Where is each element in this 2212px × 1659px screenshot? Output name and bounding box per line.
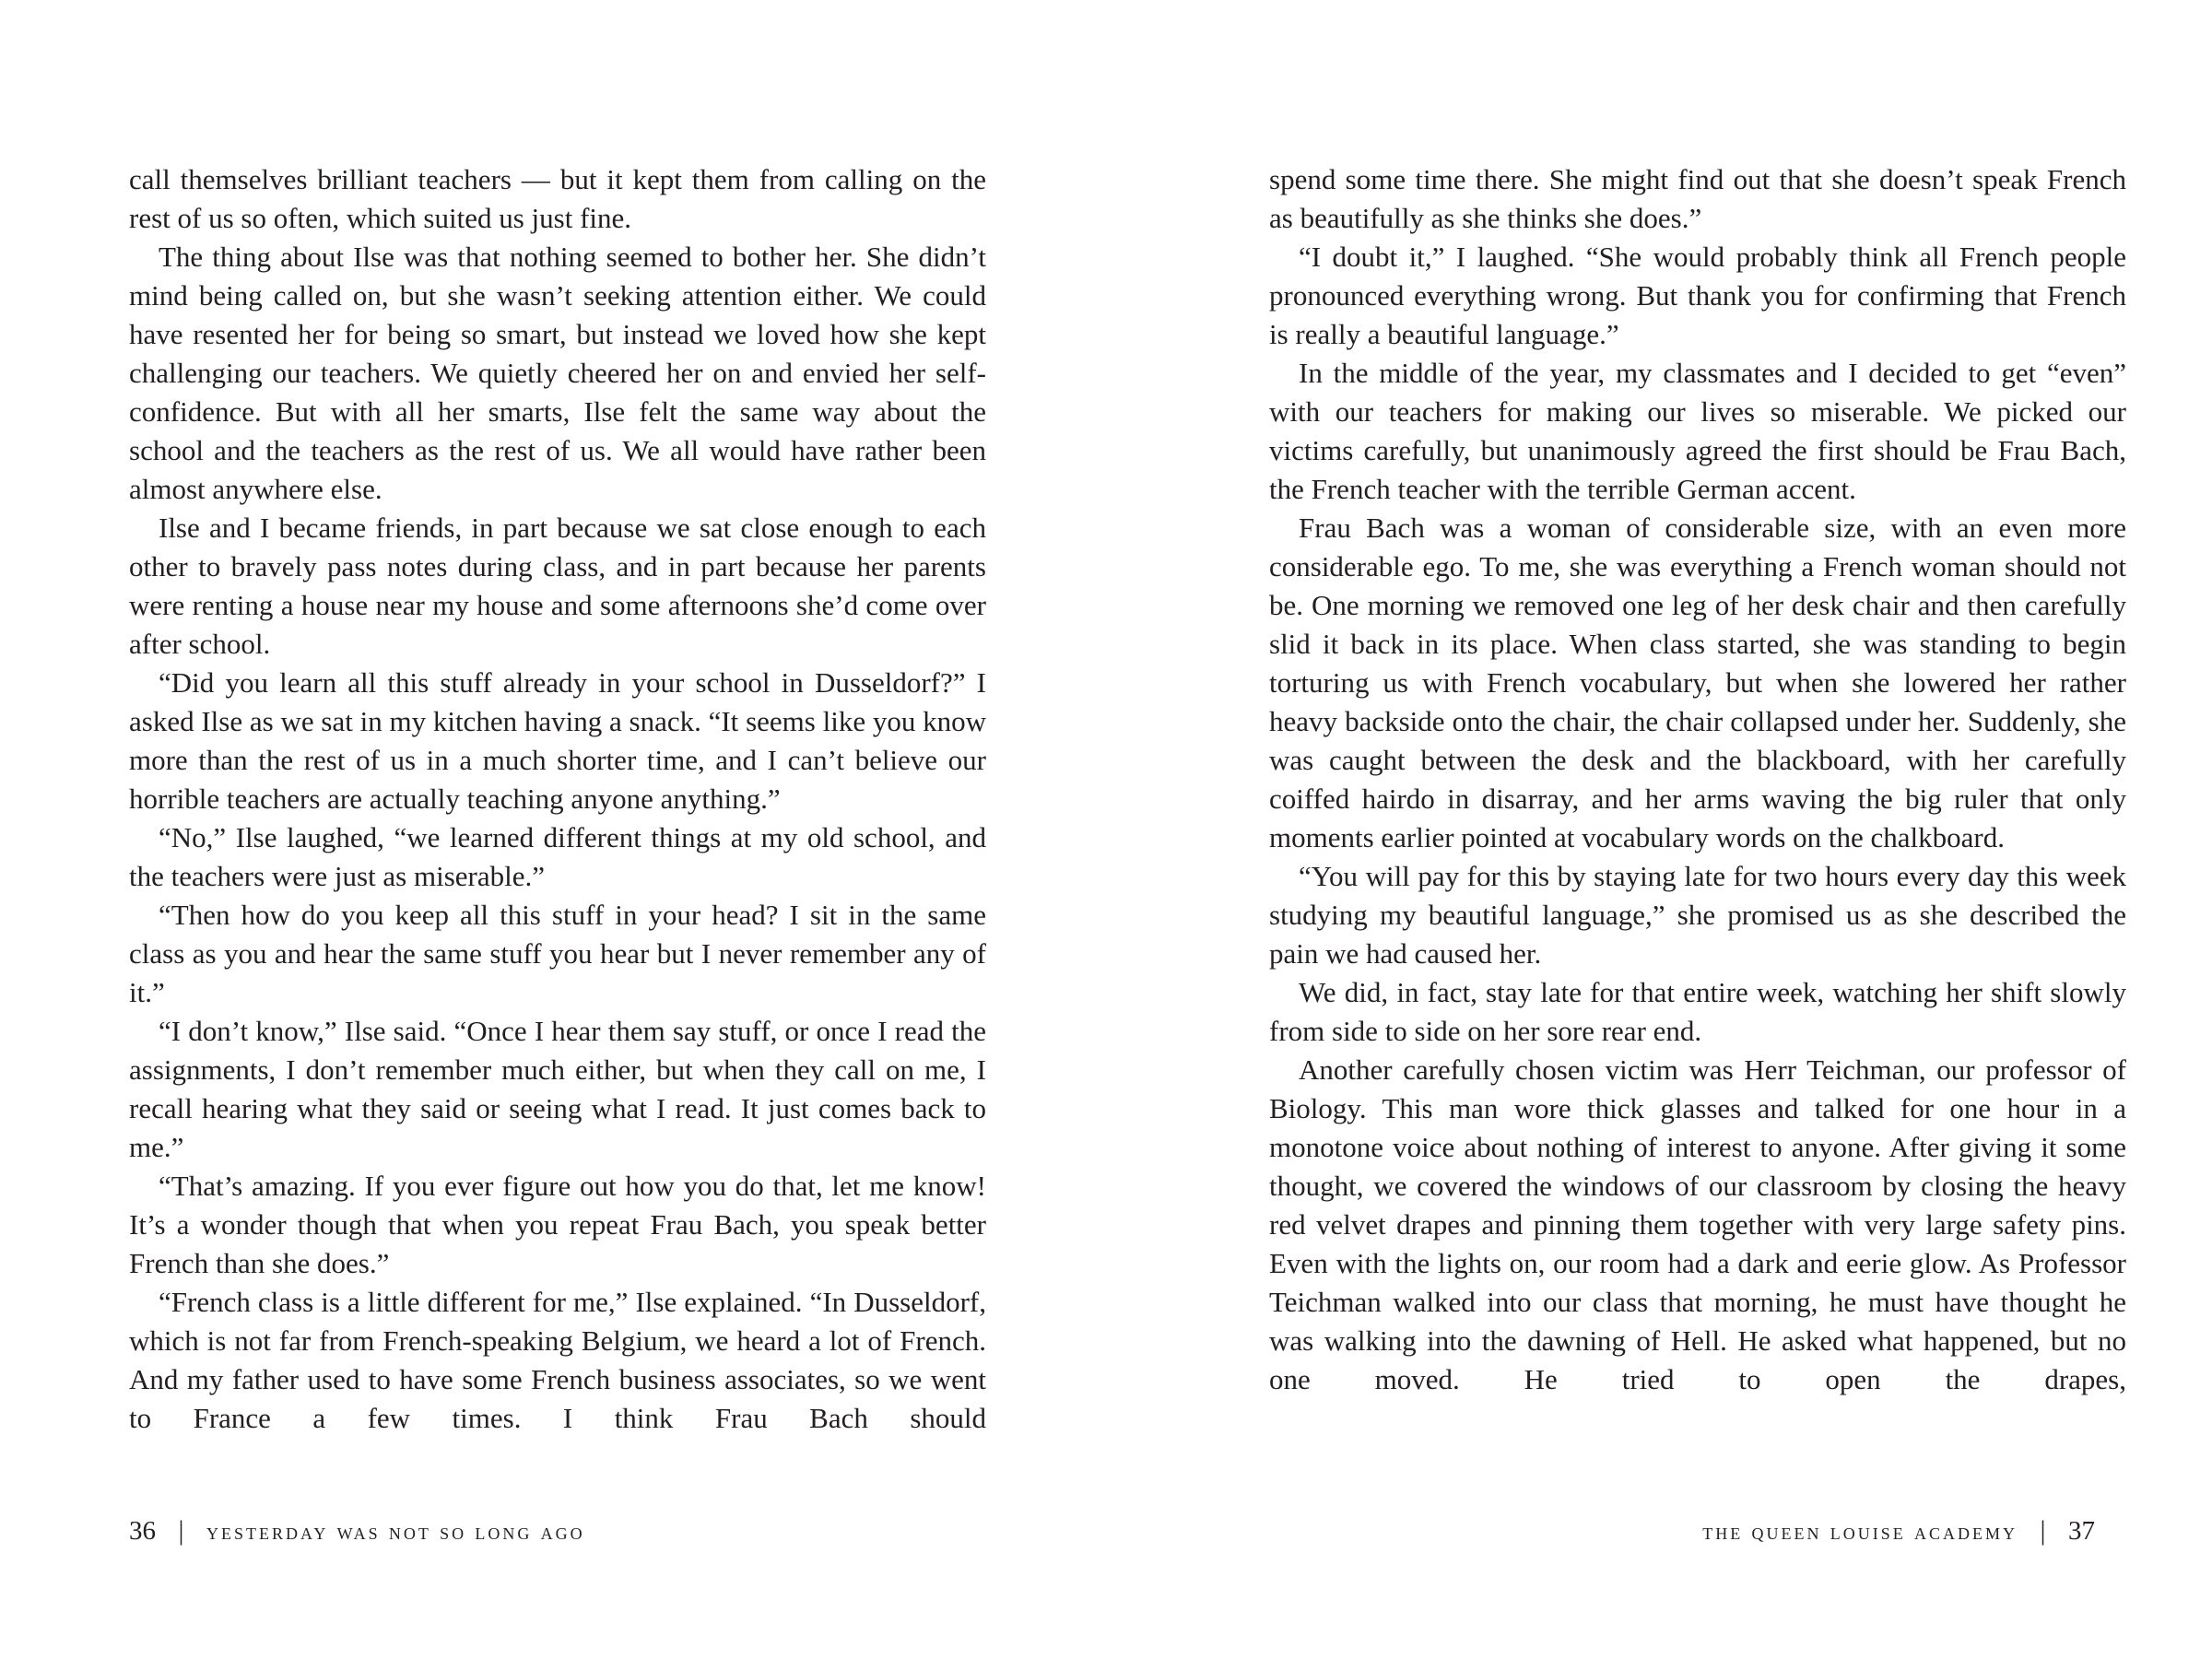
paragraph: “You will pay for this by staying late for two hours every day this week studying my beautiful language,” she promised us as she described the pain we had caused her. (1269, 860, 2126, 970)
footer-separator: | (2040, 1515, 2046, 1546)
right-page-footer (1702, 1516, 2095, 1547)
paragraph: “I doubt it,” I laughed. “She would probably think all French people pronounced everything wrong. But thank you for confirming that French is really a beautiful language.” (1269, 241, 2126, 350)
running-title: the queen louise academy (1702, 1520, 2018, 1545)
paragraph: “That’s amazing. If you ever figure out how you do that, let me know! It’s a wonder though that when you repeat Frau Bach, you speak better French than she does.” (129, 1170, 986, 1279)
paragraph: “French class is a little different for me,” Ilse explained. “In Dusseldorf, which is not far from French-speaking Belgium, we heard a lot of French. And my father used to have some French business associates, so we went to France a few times. I think Frau Bach should (129, 1286, 986, 1434)
paragraph: “Then how do you keep all this stuff in your head? I sit in the same class as you and hear the same stuff you hear but I never remember any of it.” (129, 899, 986, 1008)
paragraph: “Did you learn all this stuff already in your school in Dusseldorf?” I asked Ilse as we sat in my kitchen having a snack. “It seems like you know more than the rest of us in a much shorter time, and I can’t believe our horrible teachers are actually teaching anyone anything.” (129, 666, 986, 815)
paragraph: Frau Bach was a woman of considerable size, with an even more considerable ego. To me, she was everything a French woman should not be. One morning we removed one leg of her desk chair and then carefully slid it back in its place. When class started, she was standing to begin torturing us with French vocabulary, but when she lowered her rather heavy backside onto the chair, the chair collapsed under her. Suddenly, she was caught between the desk and the blackboard, with her carefully coiffed hairdo in disarray, and her arms waving the big ruler that only moments earlier pointed at vocabulary words on the chalkboard. (1269, 512, 2126, 853)
paragraph: The thing about Ilse was that nothing seemed to bother her. She didn’t mind being called on, but she wasn’t seeking attention either. We could have resented her for being so smart, but instead we loved how she kept challenging our teachers. We quietly cheered her on and envied her self-confidence. But with all her smarts, Ilse felt the same way about the school and the teachers as the rest of us. We all would have rather been almost anywhere else. (129, 241, 986, 505)
left-page-footer (129, 1516, 585, 1547)
running-title: yesterday was not so long ago (206, 1520, 585, 1545)
left-page (129, 160, 986, 1438)
left-page-text (129, 160, 986, 1438)
right-page (1269, 160, 2126, 1399)
footer-separator: | (178, 1515, 184, 1546)
paragraph: “I don’t know,” Ilse said. “Once I hear them say stuff, or once I read the assignments, I don’t remember much either, but when they call on me, I recall hearing what they said or seeing what I read. It just comes back to me.” (129, 1015, 986, 1163)
paragraph: Ilse and I became friends, in part because we sat close enough to each other to bravely pass notes during class, and in part because her parents were renting a house near my house and some afternoons she’d come over after school. (129, 512, 986, 660)
paragraph: In the middle of the year, my classmates and I decided to get “even” with our teachers for making our lives so miserable. We picked our victims carefully, but unanimously agreed the first should be Frau Bach, the French teacher with the terrible German accent. (1269, 357, 2126, 505)
right-page-text (1269, 160, 2126, 1399)
paragraph: We did, in fact, stay late for that entire week, watching her shift slowly from side to side on her sore rear end. (1269, 976, 2126, 1047)
paragraph: call themselves brilliant teachers — but it kept them from calling on the rest of us so often, which suited us just fine. (129, 163, 986, 234)
page-number: 37 (2068, 1516, 2095, 1546)
paragraph: “No,” Ilse laughed, “we learned different things at my old school, and the teachers were just as miserable.” (129, 821, 986, 892)
paragraph: spend some time there. She might find out that she doesn’t speak French as beautifully as she thinks she does.” (1269, 163, 2126, 234)
page-number: 36 (129, 1516, 156, 1546)
paragraph: Another carefully chosen victim was Herr Teichman, our professor of Biology. This man wore thick glasses and talked for one hour in a monotone voice about nothing of interest to anyone. After giving it some thought, we covered the windows of our classroom by closing the heavy red velvet drapes and pinning them together with very large safety pins. Even with the lights on, our room had a dark and eerie glow. As Professor Teichman walked into our class that morning, he must have thought he was walking into the dawning of Hell. He asked what happened, but no one moved. He tried to open the drapes, (1269, 1053, 2126, 1395)
